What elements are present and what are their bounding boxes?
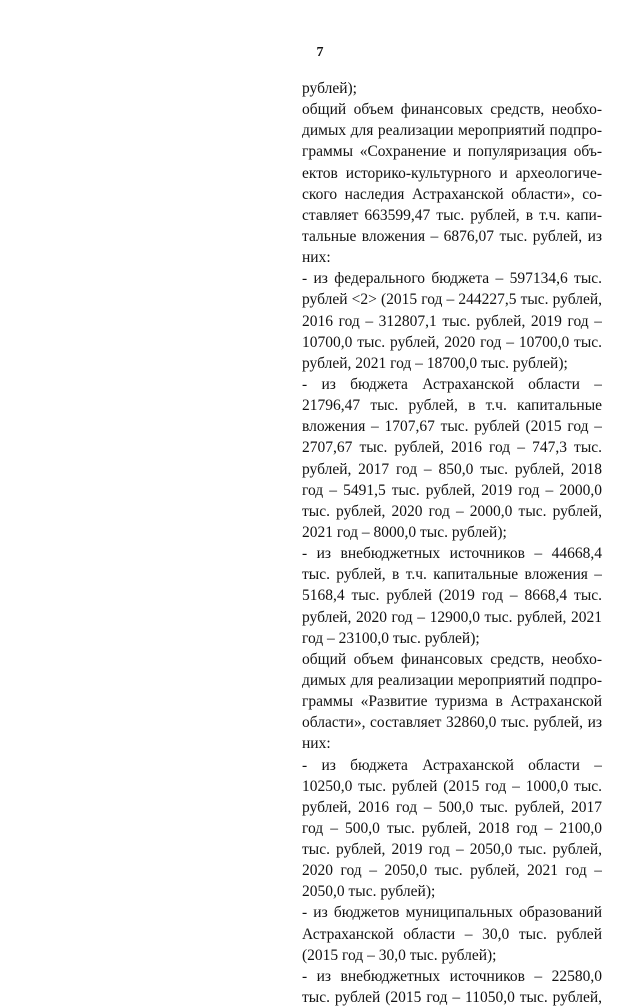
text-line: - из внебюджетных источников – 22580,0 (302, 967, 602, 985)
text-line: 2050,0 тыс. рублей); (302, 883, 436, 901)
text-line: год – 23100,0 тыс. рублей); (302, 629, 480, 647)
text-line: рублей, 2021 год – 18700,0 тыс. рублей); (302, 354, 568, 372)
text-line: - из внебюджетных источников – 44668,4 (302, 545, 602, 563)
text-line: ектов историко-культурного и археологиче- (302, 164, 602, 182)
text-line: год – 5491,5 тыс. рублей, 2019 год – 2000,0 (302, 481, 602, 499)
text-line: 2020 год – 2050,0 тыс. рублей, 2021 год – (302, 862, 602, 880)
text-line: граммы «Сохранение и популяризация объ- (302, 143, 602, 161)
text-line: них: (302, 735, 331, 753)
text-line: рублей); (302, 80, 357, 97)
text-line: ставляет 663599,47 тыс. рублей, в т.ч. капи- (302, 206, 602, 224)
text-line: тыс. рублей, 2019 год – 2050,0 тыс. рублей, (302, 841, 602, 859)
text-line: 21796,47 тыс. рублей, в т.ч. капитальные (302, 397, 602, 415)
text-line: Астраханской области – 30,0 тыс. рублей (302, 925, 602, 943)
text-line: 2707,67 тыс. рублей, 2016 год – 747,3 тыс. (302, 439, 602, 457)
text-line: год – 500,0 тыс. рублей, 2018 год – 2100,0 (302, 819, 602, 837)
text-line: - из федерального бюджета – 597134,6 тыс. (302, 270, 602, 288)
text-line: 2021 год – 8000,0 тыс. рублей); (302, 523, 507, 541)
text-line: вложения – 1707,67 тыс. рублей (2015 год – (302, 418, 602, 436)
text-line: тыс. рублей, 2020 год – 2000,0 тыс. рублей, (302, 502, 602, 520)
text-line: рублей, 2020 год – 12900,0 тыс. рублей, 2021 (302, 608, 602, 626)
text-line: - из бюджетов муниципальных образований (302, 904, 602, 922)
document-body (302, 78, 602, 1008)
text-line: (2015 год – 30,0 тыс. рублей); (302, 946, 497, 964)
text-line: рублей <2> (2015 год – 244227,5 тыс. рублей, (302, 291, 602, 309)
text-line: 10250,0 тыс. рублей (2015 год – 1000,0 тыс. (302, 777, 602, 795)
text-line: области», составляет 32860,0 тыс. рублей, из (302, 714, 602, 732)
text-line: них: (302, 249, 331, 267)
text-line: рублей, 2017 год – 850,0 тыс. рублей, 2018 (302, 460, 602, 478)
text-line: 5168,4 тыс. рублей (2019 год – 8668,4 тыс. (302, 587, 602, 605)
text-line: граммы «Развитие туризма в Астраханской (302, 693, 602, 711)
text-line: рублей, 2016 год – 500,0 тыс. рублей, 2017 (302, 798, 602, 816)
text-line: общий объем финансовых средств, необхо- (302, 650, 602, 668)
text-line: - из бюджета Астраханской области – (302, 375, 602, 393)
text-line: димых для реализации мероприятий подпро- (302, 671, 602, 689)
text-line: димых для реализации мероприятий подпро- (302, 122, 602, 140)
text-line: тыс. рублей (2015 год – 11050,0 тыс. рублей, (302, 989, 602, 1007)
text-line: - из бюджета Астраханской области – (302, 756, 602, 774)
text-line: 10700,0 тыс. рублей, 2020 год – 10700,0 тыс. (302, 333, 602, 351)
text-line: 2016 год – 312807,1 тыс. рублей, 2019 год – (302, 312, 602, 330)
text-line: ского наследия Астраханской области», со- (302, 185, 602, 203)
text-line: общий объем финансовых средств, необхо- (302, 101, 602, 119)
page-number: 7 (316, 45, 324, 60)
text-line: тыс. рублей, в т.ч. капитальные вложения – (302, 566, 602, 584)
text-line: тальные вложения – 6876,07 тыс. рублей, из (302, 227, 602, 245)
